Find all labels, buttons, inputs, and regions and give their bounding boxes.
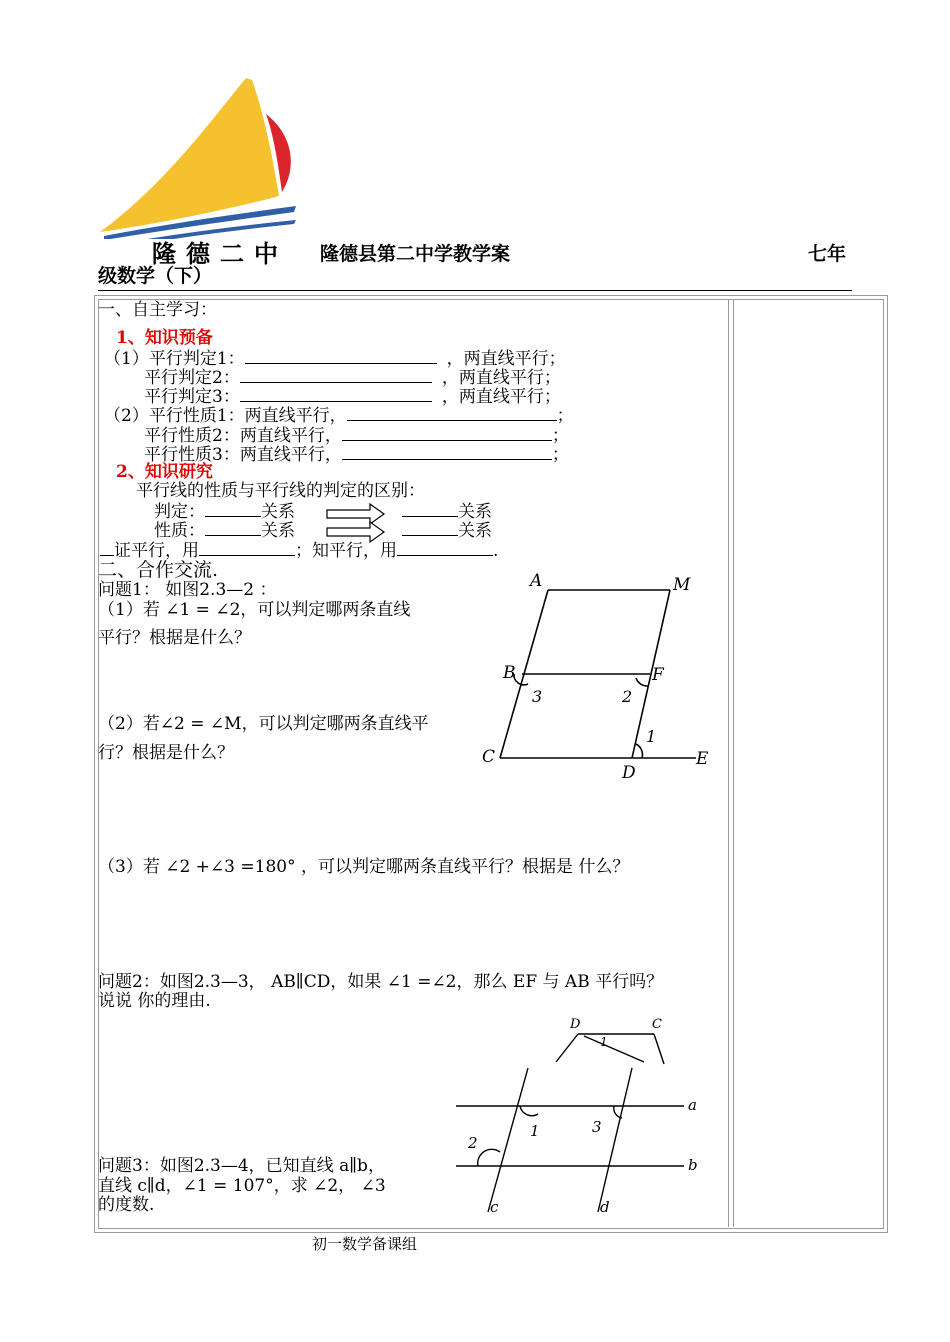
q1-title: 问题1： 如图2.3—2 ： [98,580,277,600]
difference-title: 平行线的性质与平行线的判定的区别： [136,481,425,501]
relation-word: 关系 [458,502,492,522]
fig2-angle-1: 1 [600,1035,608,1049]
prop-line-1 [104,404,574,426]
prop-row-label: 性质： [154,521,205,541]
prove-mid: ；知平行，用 [295,541,397,561]
answer-blank[interactable] [240,385,432,402]
judge-label-2: 平行判定2： [144,368,240,388]
fig1-label-A: A [530,571,543,591]
prop-suffix-3: ； [551,445,569,465]
figure-2-3-2 [470,566,720,786]
grade-suffix: 级数学（下） [98,265,213,287]
q1-part1-line1: （1）若 ∠1 = ∠2，可以判定哪两条直线 [98,600,411,620]
answer-blank[interactable] [205,519,261,536]
knowledge-prep-heading: 1、知识预备 [116,328,213,348]
prove-end: . [493,541,499,561]
fig3-label-a: a [688,1096,697,1114]
prop-suffix-2: ； [551,426,569,446]
doc-title: 隆德县第二中学教学案 [320,243,511,265]
judge-label-3: 平行判定3： [144,387,240,407]
fig3-angle-3: 3 [592,1118,602,1136]
prop-relation-result [402,519,492,541]
q3-line2: 直线 c∥d，∠1 = 107°，求 ∠2， ∠3 [98,1176,386,1196]
sail-logo-icon [96,74,306,239]
answer-blank[interactable] [100,539,114,556]
judge-row-label: 判定： [154,502,205,522]
fig1-label-E: E [696,749,709,769]
fig3-label-b: b [688,1156,698,1174]
column-divider [728,299,729,1227]
judge-suffix-2: ，两直线平行； [441,368,561,388]
figure-2-3-4 [450,1064,720,1224]
prop-label-2: 平行性质2：两直线平行， [144,426,342,446]
answer-blank[interactable] [199,539,295,556]
fig2-label-C: C [652,1017,662,1032]
q2-line1: 问题2：如图2.3—3， AB∥CD，如果 ∠1 =∠2，那么 EF 与 AB 平行吗？ [98,972,664,992]
prove-line [100,539,498,561]
q3-line1: 问题3：如图2.3—4，已知直线 a∥b， [98,1156,385,1176]
fig1-angle-2: 2 [622,687,633,706]
answer-blank[interactable] [205,500,261,517]
fig1-angle-3: 3 [532,687,543,706]
fig3-label-c: c [490,1198,499,1216]
judge-label-1: （1）平行判定1： [104,349,245,369]
fig1-label-F: F [652,665,664,685]
school-logo [96,74,306,268]
answer-blank[interactable] [240,366,432,383]
fig2-label-D: D [570,1017,581,1032]
prove-prefix: 证平行，用 [114,541,199,561]
answer-blank[interactable] [342,443,552,460]
relation-word: 关系 [261,502,295,522]
answer-blank[interactable] [342,424,552,441]
fig3-label-d: d [600,1198,610,1216]
section2-heading: 二、合作交流. [98,559,219,581]
answer-blank[interactable] [347,404,557,421]
q1-part2-line2: 行？根据是什么？ [98,743,234,763]
section1-heading: 一、自主学习： [98,300,217,320]
fig3-angle-2: 2 [468,1134,478,1152]
q1-part2-line1: （2）若∠2 = ∠M，可以判定哪两条直线平 [98,714,429,734]
relation-word: 关系 [261,521,295,541]
grade-prefix: 七年 [808,243,847,265]
logo-text: 隆德二中 [152,240,288,268]
header-rule [98,290,852,291]
answer-blank[interactable] [402,500,458,517]
fig1-label-B: B [503,663,516,683]
judge-suffix-3: ，两直线平行； [441,387,561,407]
fig1-label-C: C [482,747,496,767]
answer-blank[interactable] [397,539,493,556]
prop-label-3: 平行性质3：两直线平行， [144,445,342,465]
fig1-label-M: M [673,575,691,595]
answer-blank[interactable] [402,519,458,536]
fig1-angle-1: 1 [646,727,657,746]
q2-line2: 说说 你的理由. [98,991,211,1011]
judge-suffix-1: ，两直线平行； [446,349,566,369]
q1-part1-line2: 平行？根据是什么？ [98,628,251,648]
prop-label-1: （2）平行性质1：两直线平行， [104,406,347,426]
prop-relation-row [154,519,295,541]
q1-part3: （3）若 ∠2 +∠3 =180° ，可以判定哪两条直线平行？根据是 什么？ [98,857,630,877]
knowledge-research-heading: 2、知识研究 [116,462,213,482]
answer-blank[interactable] [245,347,437,364]
q3-line3: 的度数. [98,1195,155,1215]
relation-word: 关系 [458,521,492,541]
column-divider [733,299,734,1227]
footer-text: 初一数学备课组 [312,1235,418,1253]
fig1-label-D: D [622,763,636,783]
fig3-angle-1: 1 [530,1122,540,1140]
prop-suffix-1: ； [556,406,574,426]
